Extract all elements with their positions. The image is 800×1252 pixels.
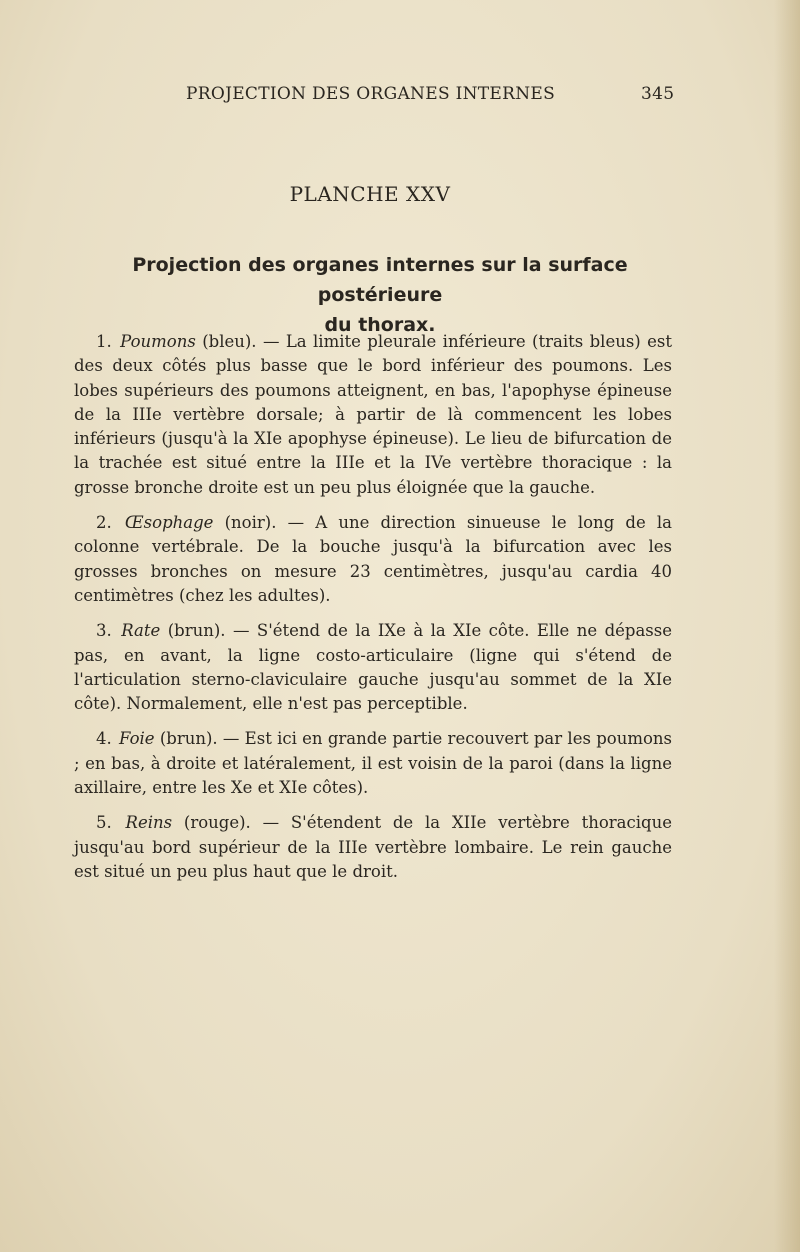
item-paragraph-3	[74, 619, 672, 716]
heading-line-2: du thorax.	[324, 314, 436, 336]
section-heading	[80, 250, 680, 340]
item-text: (rouge). — S'étendent de la XIIe vertèbre thoracique jusqu'au bord supérieur de la IIIe vertèbre lombaire. Le rein gauche est situé un peu plus haut que le droit.	[74, 813, 672, 881]
item-number: 3.	[96, 621, 112, 641]
item-paragraph-2	[74, 511, 672, 608]
plate-label: PLANCHE XXV	[289, 182, 451, 206]
item-number: 1.	[96, 332, 112, 351]
item-number: 5.	[96, 813, 112, 833]
page-number: 345	[641, 84, 675, 104]
organ-name: Œsophage	[124, 513, 214, 533]
item-paragraph-1	[74, 330, 672, 500]
page-edge-shadow	[774, 0, 800, 1252]
item-text: (brun). — Est ici en grande partie recouvert par les poumons ; en bas, à droite et latéralement, il est voisin de la paroi (dans la ligne axillaire, entre les Xe et XIe côtes).	[74, 729, 673, 798]
item-number: 4.	[96, 729, 112, 749]
item-paragraph-5	[74, 811, 672, 884]
body-text	[74, 330, 672, 895]
item-text: (brun). — S'étend de la IXe à la XIe côte. Elle ne dépasse pas, en avant, la ligne costo-articulaire (ligne qui s'étend de l'articulation sterno-claviculaire gauche jusqu'au sommet de la XIe côte). Normalement, elle n'est pas perceptible.	[74, 621, 673, 714]
item-text: (noir). — A une direction sinueuse le long de la colonne vertébrale. De la bouche jusqu'à la bifurcation avec les grosses bronches on mesure 23 centimètres, jusqu'au cardia 40 centimètres (chez les adultes).	[74, 513, 673, 605]
running-title: PROJECTION DES ORGANES INTERNES	[186, 84, 556, 104]
heading-line-1: Projection des organes internes sur la surface postérieure	[132, 254, 628, 306]
organ-name: Rate	[121, 621, 161, 641]
organ-name: Reins	[125, 813, 173, 833]
organ-name: Poumons	[120, 332, 196, 351]
organ-name: Foie	[119, 729, 155, 749]
item-number: 2.	[96, 513, 112, 533]
item-paragraph-4	[74, 727, 672, 800]
item-text: (bleu). — La limite pleurale inférieure (traits bleus) est des deux côtés plus basse que le bord inférieur des poumons. Les lobes supérieurs des poumons atteignent, en bas, l'apophyse épineuse de la IIIe vertèbre dorsale; à partir de là commencent les lobes inférieurs (jusqu'à la XIe apophyse épineuse). Le lieu de bifurcation de la trachée est situé entre la IIIe et la IVe vertèbre thoracique : la grosse bronche droite est un peu plus éloignée que la gauche.	[74, 332, 672, 497]
